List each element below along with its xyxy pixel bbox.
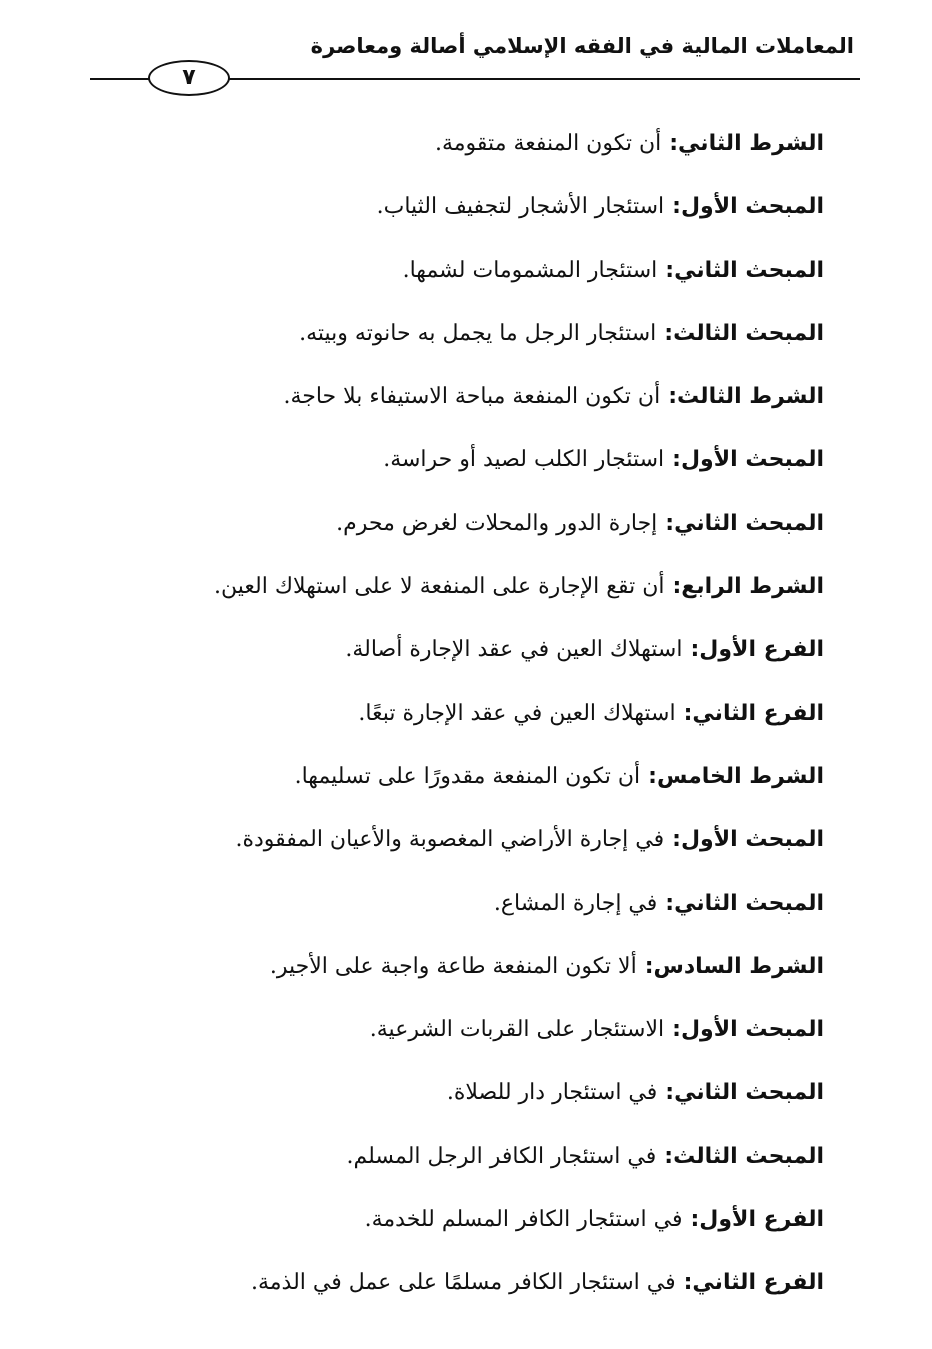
toc-line [64,438,824,501]
toc-text: أن تقع الإجارة على المنفعة لا على استهلاك العين. [214,574,665,600]
toc-label: الفرع الأول [699,1207,824,1233]
toc-line [64,122,824,185]
toc-label: المبحث الثاني [674,510,824,536]
toc-colon: : [683,700,693,726]
toc-label: المبحث الثاني [674,890,824,916]
toc-label: المبحث الثالث [673,1143,824,1169]
toc-colon: : [672,574,682,600]
toc-colon: : [648,763,657,789]
toc-colon: : [683,1270,693,1296]
toc-text: استئجار الكلب لصيد أو حراسة. [383,447,665,473]
toc-line [64,1008,824,1071]
toc-text: أن تكون المنفعة متقومة. [434,131,662,156]
toc-label: المبحث الأول [680,194,824,220]
toc-text: الاستئجار على القربات الشرعية. [369,1017,665,1043]
toc-text: ألا تكون المنفعة طاعة واجبة على الأجير. [269,953,637,979]
table-of-contents [64,122,824,1325]
toc-line [64,818,824,881]
toc-text: في إجارة المشاع. [493,890,658,916]
toc-line [64,565,824,628]
running-title: المعاملات المالية في الفقه الإسلامي أصالة ومعاصرة [310,34,854,58]
toc-colon: : [664,1143,674,1169]
toc-colon: : [690,637,700,663]
page-number: ٧ [182,65,196,90]
toc-line [64,945,824,1008]
toc-colon: : [690,1207,700,1233]
toc-label: المبحث الأول [680,827,824,853]
toc-label: المبحث الثاني [674,257,824,283]
toc-line [64,882,824,945]
toc-line [64,375,824,438]
toc-line [64,249,824,312]
toc-label: الفرع الثاني [692,700,824,726]
toc-label: الشرط السادس [653,953,824,979]
toc-line [64,692,824,755]
toc-line [64,185,824,248]
toc-text: في إجارة الأراضي المغصوبة والأعيان المفقودة. [235,827,665,853]
toc-text: استئجار الرجل ما يجمل به حانوته وبيته. [299,320,657,346]
toc-text: إجارة الدور والمحلات لغرض محرم. [336,510,658,536]
toc-text: في استئجار الكافر المسلم للخدمة. [364,1207,683,1233]
toc-label: الشرط الرابع [681,574,824,600]
toc-colon: : [665,257,675,283]
toc-label: الفرع الثاني [692,1270,824,1296]
page-number-oval [148,60,230,96]
toc-label: الشرط الثالث [677,384,824,410]
toc-colon: : [664,320,674,346]
toc-label: المبحث الأول [680,447,824,473]
toc-line [64,1198,824,1261]
page-header [0,0,932,110]
toc-colon: : [668,384,678,410]
toc-colon: : [665,1080,675,1106]
toc-label: الفرع الأول [699,637,824,663]
toc-text: في استئجار الكافر مسلمًا على عمل في الذمة. [250,1270,676,1296]
toc-text: في استئجار دار للصلاة. [446,1080,658,1106]
toc-line [64,755,824,818]
toc-label: الشرط الثاني [678,131,824,156]
toc-text: أن تكون المنفعة مقدورًا على تسليمها. [294,763,641,789]
toc-line [64,502,824,565]
toc-label: المبحث الثاني [674,1080,824,1106]
toc-text: في استئجار الكافر الرجل المسلم. [346,1143,657,1169]
toc-line [64,1071,824,1134]
toc-label: المبحث الأول [680,1017,824,1043]
toc-colon: : [665,890,675,916]
toc-colon: : [672,194,681,220]
toc-colon: : [644,953,654,979]
toc-line [64,1261,824,1324]
toc-text: استئجار الأشجار لتجفيف الثياب. [376,194,665,220]
toc-label: الشرط الخامس [656,763,824,789]
toc-text: استئجار المشمومات لشمها. [402,257,658,283]
toc-text: استهلاك العين في عقد الإجارة تبعًا. [358,700,676,726]
toc-colon: : [672,447,681,473]
toc-colon: : [672,1017,681,1043]
toc-line [64,1135,824,1198]
toc-label: المبحث الثالث [673,320,824,346]
toc-text: أن تكون المنفعة مباحة الاستيفاء بلا حاجة. [283,384,661,410]
toc-colon: : [665,510,675,536]
toc-line [64,628,824,691]
toc-colon: : [672,827,681,853]
toc-line [64,312,824,375]
toc-text: استهلاك العين في عقد الإجارة أصالة. [345,637,683,663]
toc-colon: : [669,131,679,156]
